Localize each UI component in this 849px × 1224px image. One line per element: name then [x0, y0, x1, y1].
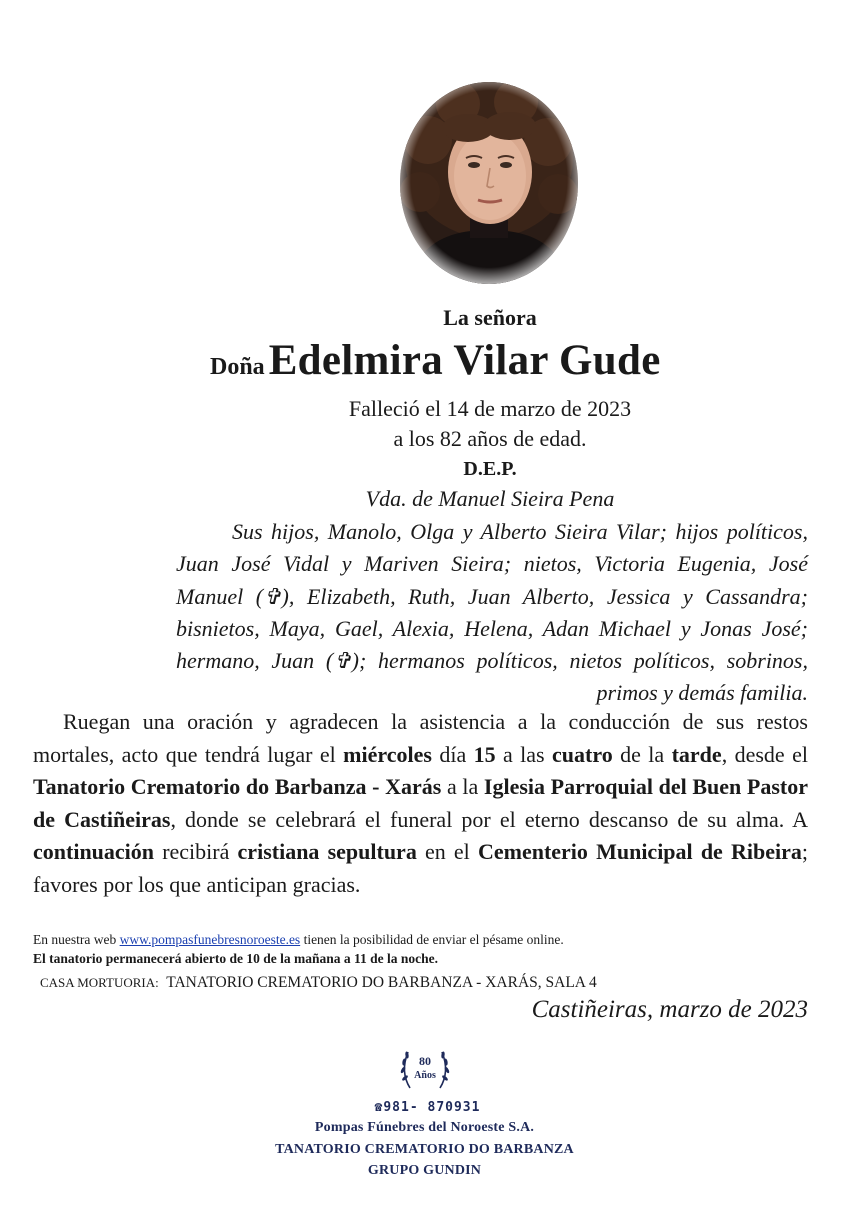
body-bold: Cementerio Municipal de Ribeira: [477, 839, 802, 865]
company-tanatorio: TANATORIO CREMATORIO DO BARBANZA: [275, 1141, 574, 1157]
ceremony-details: [33, 706, 808, 902]
logo-number: 80: [419, 1054, 431, 1068]
dep-text: D.E.P.: [463, 458, 517, 480]
body-text: recibirá: [154, 839, 238, 865]
body-text: , desde el: [721, 741, 808, 767]
body-text: ; favores por los que anticipan gracias.: [33, 839, 808, 897]
body-bold: Iglesia Parroquial del Buen Pastor de Castiñeiras: [33, 774, 808, 832]
body-text: a la: [441, 774, 484, 800]
company-block: [0, 1117, 849, 1182]
body-text: Ruegan una oración y agradecen la asistencia a la conducción de sus restos mortales, acto que tendrá lugar el: [33, 709, 808, 767]
company-name: Pompas Fúnebres del Noroeste S.A.: [314, 1120, 535, 1135]
body-bold: continuación: [33, 839, 155, 865]
web-condolence-line: [33, 932, 808, 948]
funeral-home-line: [40, 974, 810, 992]
family-list: [176, 516, 808, 710]
deceased-name: [210, 336, 810, 385]
phone-number: 981- 870931: [383, 1100, 481, 1115]
phone-icon: ☎: [374, 1100, 384, 1115]
web-post-text: tienen la posibilidad de enviar el pésame online.: [300, 932, 564, 947]
body-text: en el: [416, 839, 478, 865]
honorific: Doña: [210, 354, 265, 380]
body-bold: tarde: [671, 741, 722, 767]
website-link[interactable]: www.pompasfunebresnoroeste.es: [119, 932, 301, 947]
casa-value: TANATORIO CREMATORIO DO BARBANZA - XARÁS, SALA 4: [166, 974, 597, 991]
company-group: GRUPO GUNDIN: [367, 1163, 482, 1178]
body-bold: miércoles: [343, 741, 432, 767]
body-text: , donde se celebrará el funeral por el eterno descanso de su alma. A: [170, 806, 808, 832]
web-pre-text: En nuestra web: [33, 932, 120, 947]
body-bold: 15: [473, 741, 496, 767]
body-text: a las: [495, 741, 553, 767]
full-name: Edelmira Vilar Gude: [268, 337, 661, 384]
logo-word: Años: [414, 1070, 436, 1081]
body-text: día: [431, 741, 474, 767]
death-date: Falleció el 14 de marzo de 2023: [348, 396, 632, 421]
body-bold: cuatro: [552, 741, 613, 767]
body-text: de la: [612, 741, 672, 767]
phone-line: [0, 1100, 849, 1115]
widow-of: Vda. de Manuel Sieira Pena: [365, 486, 615, 511]
anniversary-logo: [396, 1038, 454, 1096]
portrait-photo: [398, 80, 580, 286]
body-bold: Tanatorio Crematorio do Barbanza - Xarás: [33, 774, 442, 800]
place-and-date: Castiñeiras, marzo de 2023: [531, 996, 808, 1023]
opening-hours: El tanatorio permanecerá abierto de 10 de la mañana a 11 de la noche.: [33, 951, 438, 966]
title-prefix: La señora: [443, 305, 537, 330]
casa-label: CASA MORTUORIA:: [40, 975, 159, 990]
family-text: Sus hijos, Manolo, Olga y Alberto Sieira Vilar; hijos políticos, Juan José Vidal y Mariven Sieira; nietos, Victoria Eugenia, José Manuel (✞), Elizabeth, Ruth, Juan Alberto, Jessica y Cassandra; bisnietos, Maya, Gael, Alexia, Helena, Adan Michael y Jonas José; hermano, Juan (✞); hermanos políticos, nietos políticos, sobrinos, primos y demás familia.: [176, 519, 808, 706]
body-bold: cristiana sepultura: [237, 839, 417, 865]
age-at-death: a los 82 años de edad.: [393, 426, 587, 451]
